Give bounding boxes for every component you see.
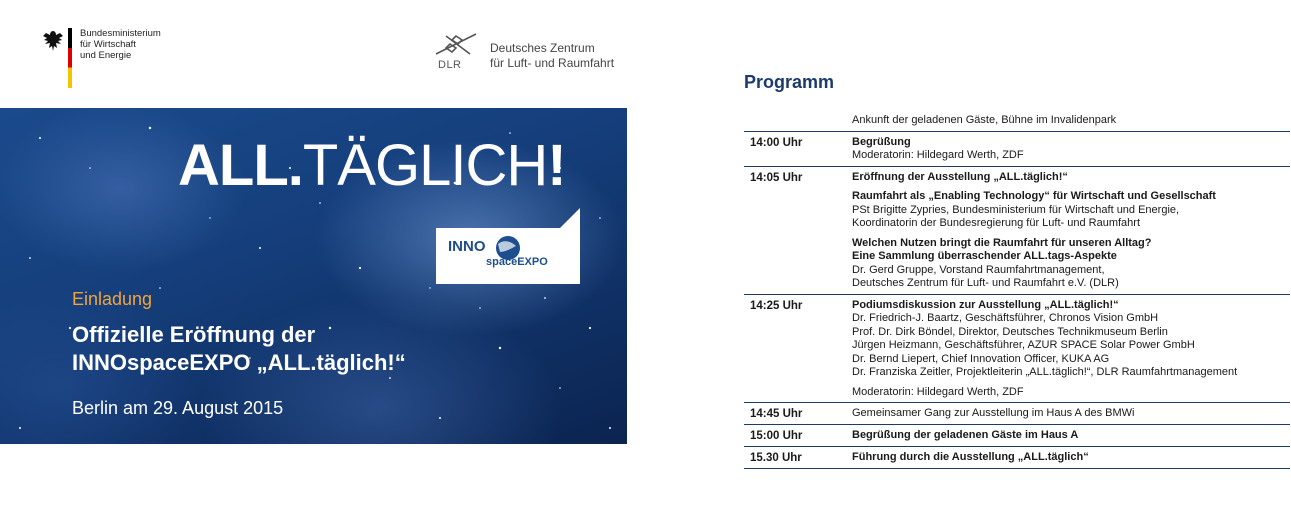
program-line: Koordinatorin der Bundesregierung für Luft- und Raumfahrt: [852, 217, 1141, 229]
federal-eagle-icon: [40, 28, 66, 54]
program-line: Prof. Dr. Dirk Böndel, Direktor, Deutsches Technikmuseum Berlin: [852, 325, 1168, 338]
program-row: [744, 447, 1290, 469]
dlr-line: für Luft- und Raumfahrt: [490, 56, 615, 70]
program-line: Dr. Friedrich-J. Baartz, Geschäftsführer, Chronos Vision GmbH: [852, 312, 1159, 324]
dlr-abbr: DLR: [438, 59, 462, 71]
program-line: Welchen Nutzen bringt die Raumfahrt für unseren Alltag?: [852, 236, 1152, 249]
badge-space-text: [486, 254, 548, 268]
bmwi-line: für Wirtschaft: [80, 39, 136, 50]
badge-expo-word: EXPO: [517, 256, 548, 268]
program-line: Dr. Gerd Gruppe, Vorstand Raumfahrtmanagement,: [852, 263, 1105, 276]
program-line: Führung durch die Ausstellung „ALL.täglich“: [852, 451, 1089, 463]
program-line: Deutsches Zentrum für Luft- und Raumfahrt e.V. (DLR): [852, 277, 1119, 289]
hero-title-bold: ALL.: [178, 133, 303, 198]
program-row: [744, 403, 1290, 425]
program-title: Programm: [744, 72, 835, 92]
dlr-logo-icon: [432, 32, 484, 72]
program-line: Eröffnung der Ausstellung „ALL.täglich!“: [852, 170, 1068, 183]
program-line: Gemeinsamer Gang zur Ausstellung im Haus A des BMWi: [852, 407, 1135, 419]
program-line: PSt Brigitte Zypries, Bundesministerium für Wirtschaft und Energie,: [852, 203, 1180, 216]
program-time: 14:05 Uhr: [750, 171, 803, 184]
program-time: 15:00 Uhr: [750, 430, 803, 442]
einladung-label: Einladung: [72, 289, 153, 309]
badge-space-word: space: [486, 256, 518, 268]
program-time: 14:00 Uhr: [750, 136, 803, 149]
program-line: Eine Sammlung überraschender ALL.tags-Aspekte: [852, 250, 1117, 262]
program-content: [852, 171, 1290, 291]
dlr-name: [490, 41, 614, 71]
bmwi-line: und Energie: [80, 50, 132, 61]
program-time: 14:45 Uhr: [750, 408, 803, 420]
hero-subtitle: [72, 321, 406, 377]
program-row: [744, 167, 1290, 295]
program-time: [744, 114, 852, 128]
program-line: Ankunft der geladenen Gäste, Bühne im Invalidenpark: [852, 114, 1117, 126]
badge-inno-text: INNO: [448, 238, 486, 255]
hero-title-exclamation: !: [547, 133, 566, 198]
program-table: [744, 110, 1290, 469]
hero-subtitle-line: Offizielle Eröffnung der: [72, 322, 316, 347]
program-line: Dr. Bernd Liepert, Chief Innovation Officer, KUKA AG: [852, 352, 1110, 365]
program-line: Dr. Franziska Zeitler, Projektleiterin „ALL.täglich!“, DLR Raumfahrtmanagement: [852, 366, 1238, 378]
hero-banner: [0, 108, 627, 444]
hero-title: [178, 134, 566, 198]
program-time: 14:25 Uhr: [750, 299, 803, 312]
program-line: Jürgen Heizmann, Geschäftsführer, AZUR SPACE Solar Power GmbH: [852, 339, 1195, 351]
program-content: [852, 407, 1290, 421]
program-row: [744, 110, 1290, 132]
program-line: Begrüßung der geladenen Gäste im Haus A: [852, 429, 1079, 441]
program-line: Podiumsdiskussion zur Ausstellung „ALL.täglich!“: [852, 298, 1119, 311]
hero-subtitle-line: INNOspaceEXPO „ALL.täglich!“: [72, 350, 406, 375]
program-line: Raumfahrt als „Enabling Technology“ für Wirtschaft und Gesellschaft: [852, 190, 1216, 202]
program-content: [852, 429, 1290, 443]
program-content: [852, 114, 1290, 128]
program-row: [744, 295, 1290, 404]
dlr-line: Deutsches Zentrum: [490, 41, 595, 55]
bmwi-line: Bundesministerium: [80, 28, 161, 39]
program-row: [744, 132, 1290, 167]
program-line: Moderatorin: Hildegard Werth, ZDF: [852, 385, 1024, 398]
event-date: Berlin am 29. August 2015: [72, 398, 284, 418]
program-content: [852, 451, 1290, 465]
program-content: [852, 299, 1290, 400]
program-content: [852, 136, 1290, 163]
program-line: Begrüßung: [852, 135, 911, 148]
program-row: [744, 425, 1290, 447]
bmwi-logo: [40, 28, 161, 88]
innospace-expo-badge: [436, 208, 580, 284]
hero-title-thin: TÄGLICH: [302, 133, 548, 198]
dlr-logo: [432, 32, 614, 72]
program-line: Moderatorin: Hildegard Werth, ZDF: [852, 149, 1024, 161]
bmwi-name: [80, 28, 161, 61]
german-flag-stripe: [68, 28, 72, 88]
program-time: 15.30 Uhr: [750, 452, 802, 464]
